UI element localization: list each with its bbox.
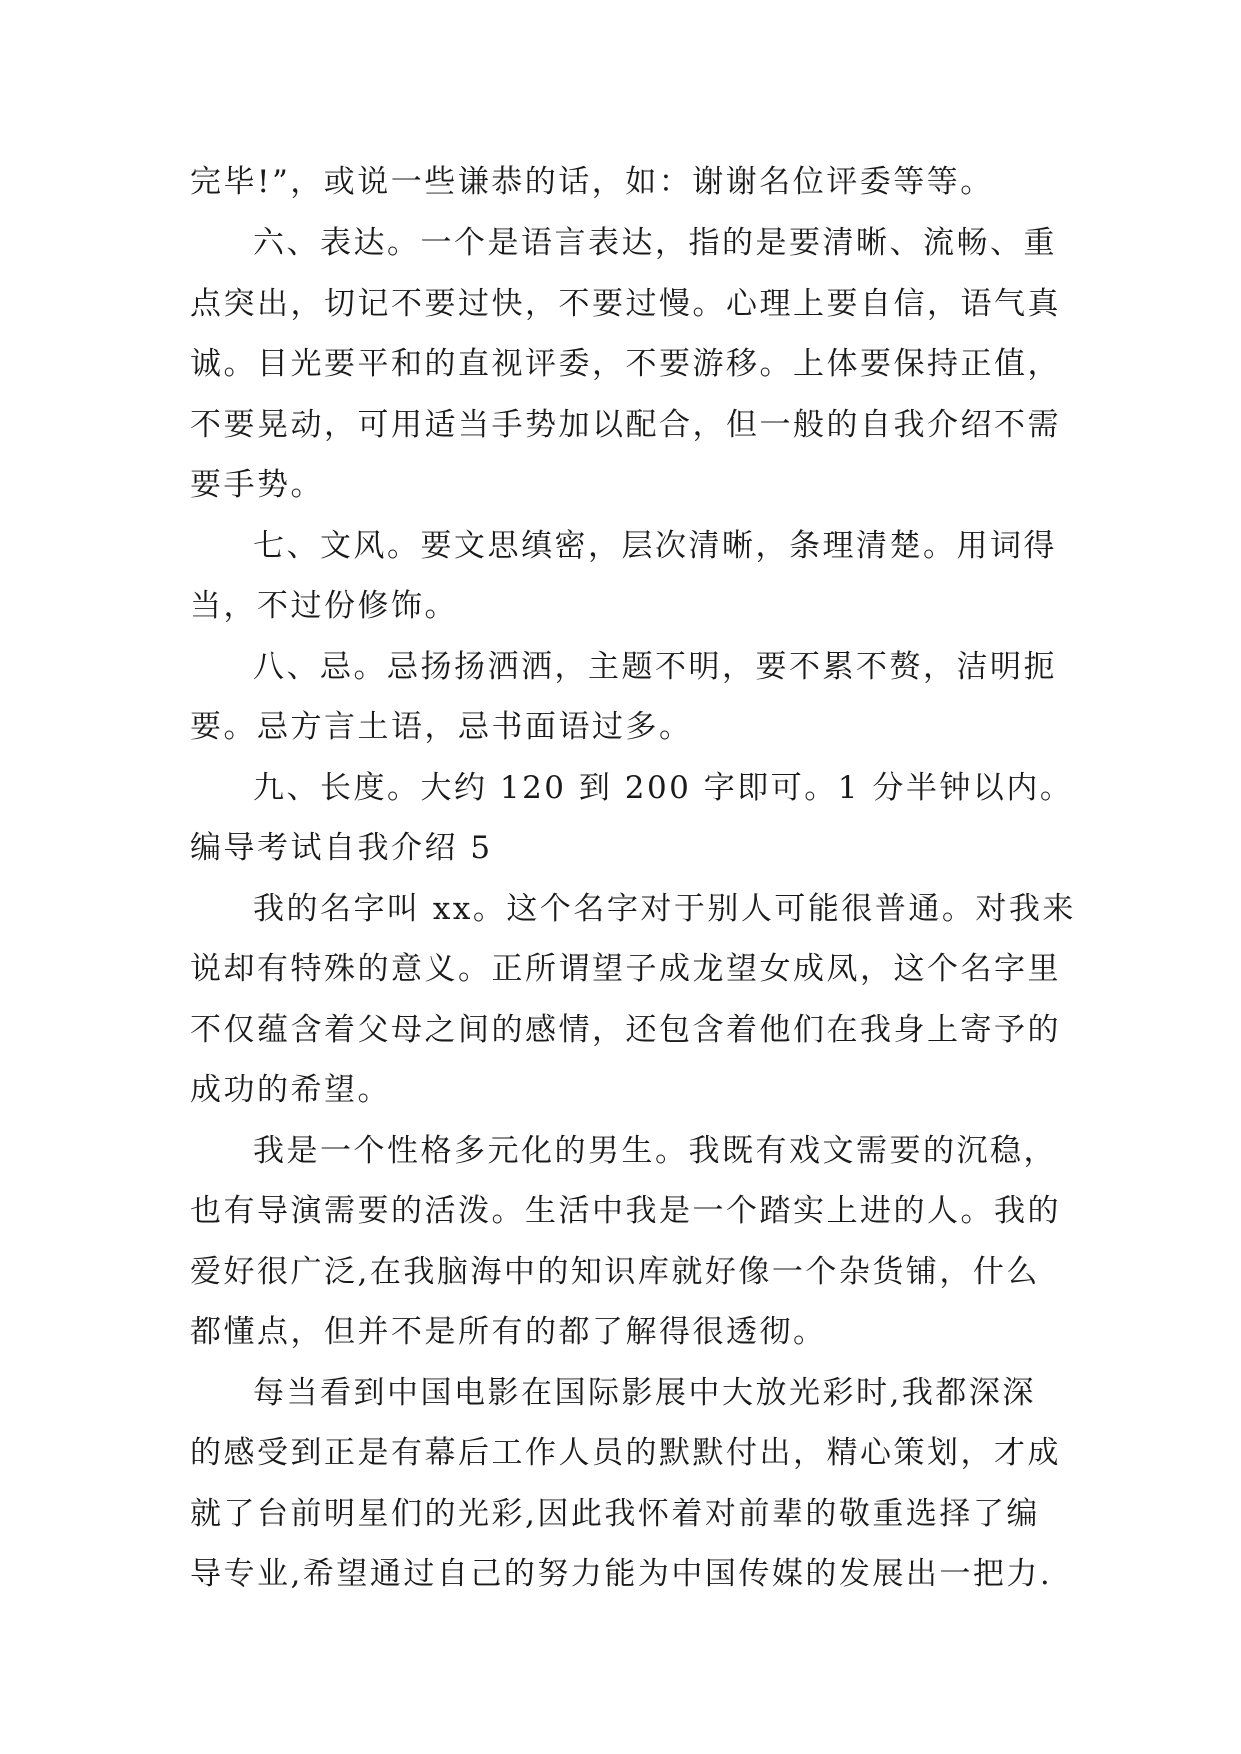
- text-line: 完毕!”，或说一些谦恭的话，如：谢谢名位评委等等。: [190, 164, 994, 200]
- text-line: 要。忌方言土语，忌书面语过多。: [190, 709, 693, 745]
- text-line: 都懂点，但并不是所有的都了解得很透彻。: [190, 1314, 827, 1350]
- paragraph-start: 六、表达。一个是语言表达，指的是要清晰、流畅、重: [253, 225, 1057, 261]
- text-line: 不仅蕴含着父母之间的感情，还包含着他们在我身上寄予的: [190, 1012, 1061, 1048]
- paragraph-start: 我是一个性格多元化的男生。我既有戏文需要的沉稳，: [253, 1133, 1057, 1169]
- section-heading: 编导考试自我介绍 5: [190, 830, 493, 866]
- paragraph-start: 每当看到中国电影在国际影展中大放光彩时,我都深深: [253, 1375, 1036, 1411]
- paragraph-start: 九、长度。大约 120 到 200 字即可。1 分半钟以内。: [253, 770, 1074, 806]
- text-line: 也有导演需要的活泼。生活中我是一个踏实上进的人。我的: [190, 1193, 1061, 1229]
- text-line: 当，不过份修饰。: [190, 588, 458, 624]
- text-line: 说却有特殊的意义。正所谓望子成龙望女成凤，这个名字里: [190, 951, 1061, 987]
- text-line: 要手势。: [190, 467, 324, 503]
- text-line: 的感受到正是有幕后工作人员的默默付出，精心策划，才成: [190, 1435, 1061, 1471]
- paragraph-start: 我的名字叫 xx。这个名字对于别人可能很普通。对我来: [253, 891, 1076, 927]
- text-line: 导专业,希望通过自己的努力能为中国传媒的发展出一把力.: [190, 1556, 1053, 1592]
- paragraph-start: 七、文风。要文思缜密，层次清晰，条理清楚。用词得: [253, 528, 1057, 564]
- text-line: 不要晃动，可用适当手势加以配合，但一般的自我介绍不需: [190, 407, 1061, 443]
- text-line: 就了台前明星们的光彩,因此我怀着对前辈的敬重选择了编: [190, 1496, 1040, 1532]
- paragraph-start: 八、忌。忌扬扬洒洒，主题不明，要不累不赘，洁明扼: [253, 649, 1057, 685]
- text-line: 成功的希望。: [190, 1072, 391, 1108]
- text-line: 点突出，切记不要过快，不要过慢。心理上要自信，语气真: [190, 286, 1061, 322]
- text-line: 爱好很广泛,在我脑海中的知识库就好像一个杂货铺，什么: [190, 1254, 1040, 1290]
- text-line: 诚。目光要平和的直视评委，不要游移。上体要保持正值，: [190, 346, 1061, 382]
